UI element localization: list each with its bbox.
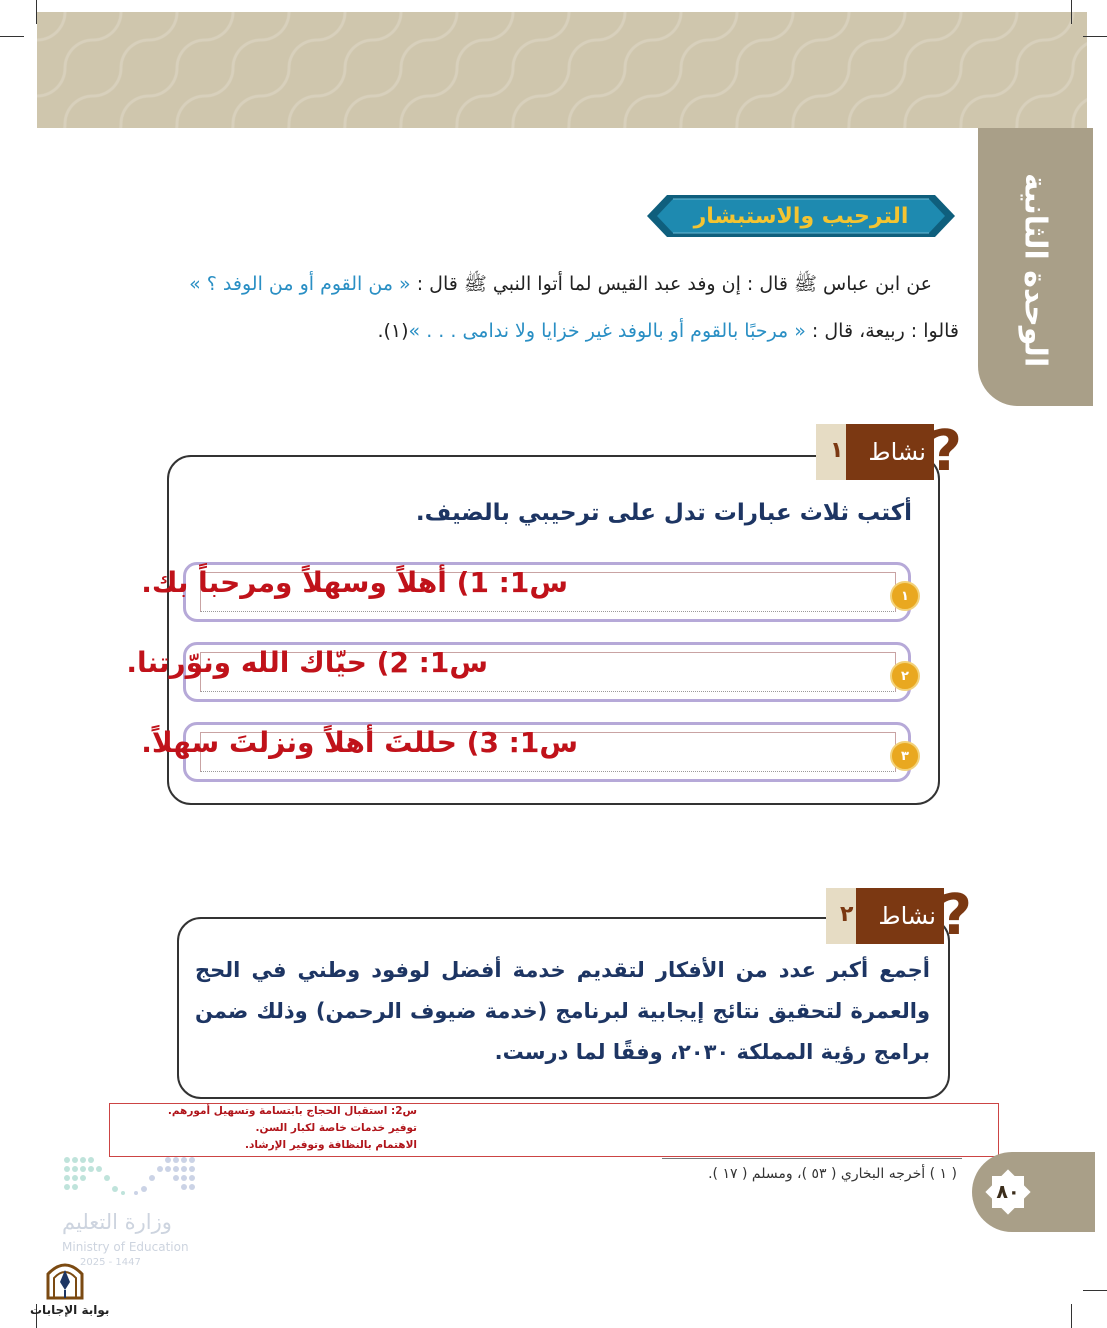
crop-mark [1083, 36, 1107, 37]
activity-2-label: نشاط [878, 902, 936, 930]
hadith-line-1 [189, 272, 932, 300]
crop-mark [1083, 1290, 1107, 1291]
crop-mark [1071, 1304, 1072, 1328]
ministry-name-arabic: وزارة التعليم [62, 1210, 172, 1234]
crop-mark [0, 36, 24, 37]
activity-1-tab [816, 419, 962, 484]
answer-badge-3: ٣ [890, 741, 920, 771]
activity-2-tab [826, 883, 972, 948]
header-banner [37, 12, 1087, 128]
page-number: ٨٠ [996, 1181, 1020, 1203]
footnote-divider [662, 1158, 962, 1159]
portal-logo-icon [44, 1256, 86, 1300]
answer-row-1 [141, 562, 911, 622]
hadith-footnote-ref: (١). [377, 320, 409, 342]
activity-2-tab-label-bg [856, 888, 944, 944]
answer-text-1: س1: 1) أهلاً وسهلاً ومرحباً بك. [141, 566, 568, 599]
hadith-line-1-prefix: عن ابن عباس ﷺ قال : إن وفد عبد القيس لما أتوا النبي ﷺ قال : [410, 273, 932, 295]
ministry-logo-icon [62, 1155, 197, 1197]
answer-note-line-3: الاهتمام بالنظافة وتوفير الإرشاد. [244, 1139, 417, 1151]
answer-text-2: س1: 2) حيّاك الله ونوّرتنا. [126, 646, 488, 679]
portal-label: بوابة الإجابات [30, 1303, 110, 1317]
crop-mark [1071, 0, 1072, 24]
answer-text-3: س1: 3) حللتَ أهلاً ونزلتَ سهلاً. [141, 726, 578, 759]
answer-row-3 [141, 722, 911, 782]
section-title [645, 191, 957, 241]
hadith-line-2-quote: « مرحبًا بالقوم أو بالوفد غير خزايا ولا ندامى . . . » [408, 320, 806, 342]
page-number-badge [982, 1166, 1034, 1218]
hadith-line-1-quote: « من القوم أو من الوفد ؟ » [189, 273, 411, 295]
question-mark-icon: ? [929, 419, 962, 484]
answer-note-line-2: توفير خدمات خاصة لكبار السن. [255, 1122, 417, 1134]
activity-2-text: أجمع أكبر عدد من الأفكار لتقديم خدمة أفضل لوفود وطني في الحج والعمرة لتحقيق نتائج إيجابية لبرنامج (خدمة ضيوف الرحمن) وذلك ضمن برامج رؤية المملكة ٢٠٣٠، وفقًا لما درست. [195, 958, 930, 1064]
answer-badge-1: ١ [890, 581, 920, 611]
activity-1-prompt: أكتب ثلاث عبارات تدل على ترحيبي بالضيف. [415, 500, 912, 526]
question-mark-icon: ? [939, 883, 972, 948]
footnote: ( ١ ) أخرجه البخاري ( ٥٣ )، ومسلم ( ١٧ ). [708, 1166, 957, 1182]
answer-note-line-1: س2: استقبال الحجاج بابتسامة وتسهيل أمورهم. [167, 1105, 417, 1117]
answer-row-2 [126, 642, 911, 702]
section-title-text: الترحيب والاستبشار [693, 203, 909, 229]
ministry-year: 2025 - 1447 [80, 1257, 141, 1268]
activity-1-label: نشاط [868, 438, 926, 466]
hadith-line-2 [377, 320, 959, 342]
unit-label: الوحدة الثانية [1017, 172, 1053, 368]
activity-1-number: ١ [830, 438, 844, 463]
crop-mark [36, 0, 37, 24]
activity-1-tab-label-bg [846, 424, 934, 480]
ministry-name-english: Ministry of Education [62, 1240, 189, 1254]
hadith-line-2-prefix: قالوا : ربيعة، قال : [805, 320, 959, 342]
answer-badge-2: ٢ [890, 661, 920, 691]
activity-2-number: ٢ [840, 902, 854, 927]
answer-note [168, 1103, 417, 1154]
